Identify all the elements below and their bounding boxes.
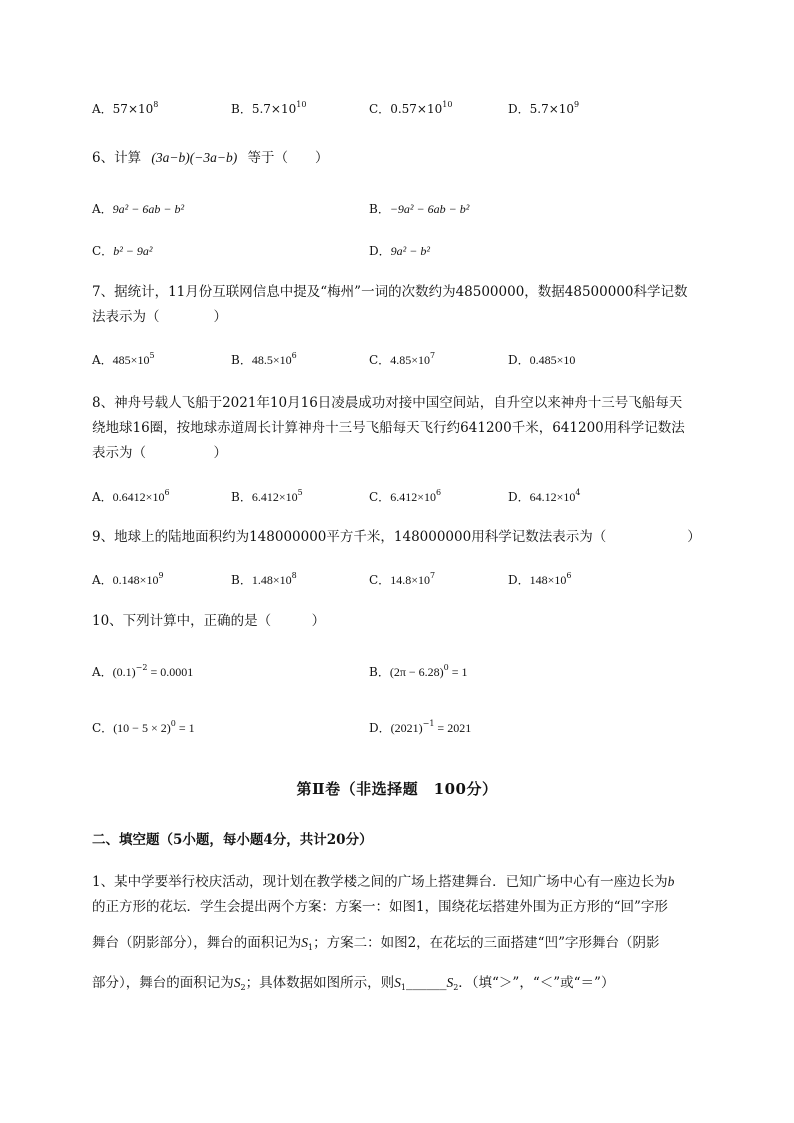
option-mantissa: 148×10: [529, 573, 567, 587]
part-heading: 二、填空题（5小题，每小题4分，共计20分）: [92, 832, 373, 848]
q5-option-c[interactable]: [369, 100, 452, 118]
q8-stem-line2: 绕地球16圈，按地球赤道周长计算神舟十三号飞船每天飞行约641200千米，641200用科学记数法: [92, 420, 685, 436]
option-mantissa: 14.8×10: [390, 573, 430, 587]
option-mantissa: 0.57×10: [390, 102, 443, 116]
option-mantissa: 1.48×10: [251, 573, 292, 587]
option-exponent: 4: [575, 488, 581, 497]
option-label: D．: [369, 721, 391, 735]
option-label: C．: [369, 353, 391, 367]
q10-option-d[interactable]: [369, 719, 471, 737]
option-label: D．: [508, 490, 530, 504]
option-base: (2π − 6.28): [389, 665, 444, 679]
option-mantissa: 0.148×10: [112, 573, 159, 587]
option-exponent: 8: [153, 100, 159, 109]
option-mantissa: 5.7×10: [529, 102, 575, 116]
option-result: = 0.0001: [147, 665, 194, 679]
option-label: D．: [508, 573, 530, 587]
option-label: A．: [92, 353, 113, 367]
section-title: 第Ⅱ卷（非选择题 100分）: [296, 780, 498, 798]
option-label: B．: [369, 202, 390, 216]
option-label: C．: [92, 721, 114, 735]
q7-option-d[interactable]: [508, 351, 575, 369]
fill-q1-text3a: 舞台（阴影部分），舞台的面积记为: [92, 935, 302, 951]
option-exponent: 5: [149, 351, 155, 360]
option-mantissa: 4.85×10: [390, 353, 430, 367]
fill-q1-text3b: ；方案二：如图2，在花坛的三面搭建“凹”字形舞台（阴影: [313, 935, 660, 951]
option-label: B．: [231, 102, 252, 116]
option-label: A．: [92, 202, 113, 216]
var-s: S: [446, 975, 454, 990]
option-mantissa: 0.6412×10: [112, 490, 165, 504]
q5-option-d[interactable]: [508, 100, 579, 118]
q6-suffix: 等于（ ）: [247, 150, 329, 166]
option-exponent: 9: [158, 571, 164, 580]
option-label: B．: [231, 490, 252, 504]
option-mantissa: 48.5×10: [251, 353, 292, 367]
q6-option-b[interactable]: [369, 200, 469, 218]
option-label: C．: [92, 244, 114, 258]
q6-expression: (3a−b)(−3a−b): [151, 150, 238, 165]
option-exponent: −1: [422, 719, 435, 728]
var-s: S: [233, 975, 241, 990]
q9-option-c[interactable]: [369, 571, 435, 589]
option-exponent: 10: [442, 100, 453, 109]
q8-option-c[interactable]: [369, 488, 441, 506]
q7-option-b[interactable]: [231, 351, 297, 369]
option-expression: b² − 9a²: [113, 244, 153, 258]
option-mantissa: 57×10: [112, 102, 154, 116]
option-mantissa: 485×10: [112, 353, 150, 367]
q8-option-d[interactable]: [508, 488, 581, 506]
fill-q1-text4b: ；具体数据如图所示，则: [245, 975, 395, 991]
q7-option-a[interactable]: [92, 351, 155, 369]
option-label: B．: [231, 353, 252, 367]
var-s-subscript: 2: [453, 983, 459, 992]
option-mantissa: 64.12×10: [529, 490, 576, 504]
option-label: C．: [369, 573, 391, 587]
option-base: (2021): [390, 721, 423, 735]
option-result: = 2021: [434, 721, 472, 735]
fill-q1-line4: [92, 971, 712, 991]
option-exponent: 6: [291, 351, 297, 360]
q9-option-d[interactable]: [508, 571, 572, 589]
option-mantissa: 5.7×10: [251, 102, 297, 116]
q10-option-a[interactable]: [92, 663, 193, 681]
option-mantissa: 6.412×10: [251, 490, 298, 504]
var-s: S: [394, 975, 401, 990]
var-b: b: [667, 874, 675, 889]
q8-stem-line1: 8、神舟号载人飞船于2021年10月16日凌晨成功对接中国空间站，自升空以来神舟十三号飞船每天: [92, 395, 683, 411]
option-base: (10 − 5 × 2): [113, 721, 171, 735]
option-exponent: 7: [429, 351, 436, 360]
option-exponent: −2: [135, 663, 148, 672]
q6-stem: [92, 149, 329, 167]
option-exponent: 6: [566, 571, 572, 580]
q9-option-b[interactable]: [231, 571, 297, 589]
q7-stem-line2: 法表示为（ ）: [92, 309, 227, 325]
q6-option-c[interactable]: [92, 242, 152, 260]
q7-option-c[interactable]: [369, 351, 435, 369]
fill-q1-line2: 的正方形的花坛．学生会提出两个方案：方案一：如图1，围绕花坛搭建外围为正方形的“回”字形: [92, 899, 668, 915]
fill-q1-line1: [92, 870, 712, 890]
option-exponent: 8: [291, 571, 297, 580]
option-label: B．: [231, 573, 252, 587]
option-exponent: 7: [429, 571, 436, 580]
option-exponent: 0: [443, 663, 449, 672]
option-label: C．: [369, 102, 391, 116]
option-mantissa: 6.412×10: [390, 490, 436, 504]
var-s: S: [301, 935, 308, 950]
fill-q1-text4a: 部分），舞台的面积记为: [92, 975, 234, 991]
option-label: A．: [92, 102, 113, 116]
option-expression: −9a² − 6ab − b²: [389, 202, 470, 216]
q5-option-b[interactable]: [231, 100, 306, 118]
var-s-subscript: 1: [308, 943, 314, 952]
var-s-subscript: 1: [400, 983, 406, 992]
option-label: A．: [92, 490, 113, 504]
option-exponent: 6: [435, 488, 442, 497]
q6-prefix: 6、计算: [92, 150, 142, 166]
option-expression: 9a² − b²: [390, 244, 430, 258]
option-label: D．: [508, 353, 530, 367]
q10-stem-line1: 10、下列计算中，正确的是（ ）: [92, 613, 326, 629]
option-exponent: 0: [170, 719, 176, 728]
q5-option-a[interactable]: [92, 100, 158, 118]
q8-option-a[interactable]: [92, 488, 170, 506]
option-exponent: 6: [164, 488, 170, 497]
option-mantissa: 0.485×10: [529, 353, 576, 367]
option-label: D．: [508, 102, 530, 116]
option-result: = 1: [175, 721, 195, 735]
option-expression: 9a² − 6ab − b²: [112, 202, 185, 216]
q10-option-b[interactable]: [369, 663, 468, 681]
option-label: C．: [369, 490, 391, 504]
option-exponent: 9: [574, 100, 580, 109]
option-exponent: 10: [296, 100, 307, 109]
fill-q1-text4c: ．（填“＞”，“＜”或“＝”）: [458, 975, 615, 991]
option-label: A．: [92, 573, 113, 587]
option-base: (0.1): [112, 665, 136, 679]
option-label: D．: [369, 244, 391, 258]
option-label: B．: [369, 665, 390, 679]
option-exponent: 5: [297, 488, 303, 497]
q10-option-c[interactable]: [92, 719, 195, 737]
q9-option-a[interactable]: [92, 571, 164, 589]
option-result: = 1: [448, 665, 468, 679]
fill-q1-line3: [92, 931, 712, 951]
q8-option-b[interactable]: [231, 488, 303, 506]
fill-q1-text1: 1、某中学要举行校庆活动，现计划在教学楼之间的广场上搭建舞台．已知广场中心有一座边长为: [92, 874, 668, 890]
q7-stem-line1: 7、据统计，11月份互联网信息中提及“梅州”一词的次数约为48500000，数据48500000科学记数: [92, 284, 688, 300]
q6-option-a[interactable]: [92, 200, 184, 218]
q9-stem-line1: 9、地球上的陆地面积约为148000000平方千米，148000000用科学记数法表示为（ ）: [92, 529, 701, 545]
var-s-subscript: 2: [240, 983, 246, 992]
q8-stem-line3: 表示为（ ）: [92, 445, 227, 461]
q6-option-d[interactable]: [369, 242, 430, 260]
answer-blank[interactable]: ______: [405, 975, 447, 991]
option-label: A．: [92, 665, 113, 679]
